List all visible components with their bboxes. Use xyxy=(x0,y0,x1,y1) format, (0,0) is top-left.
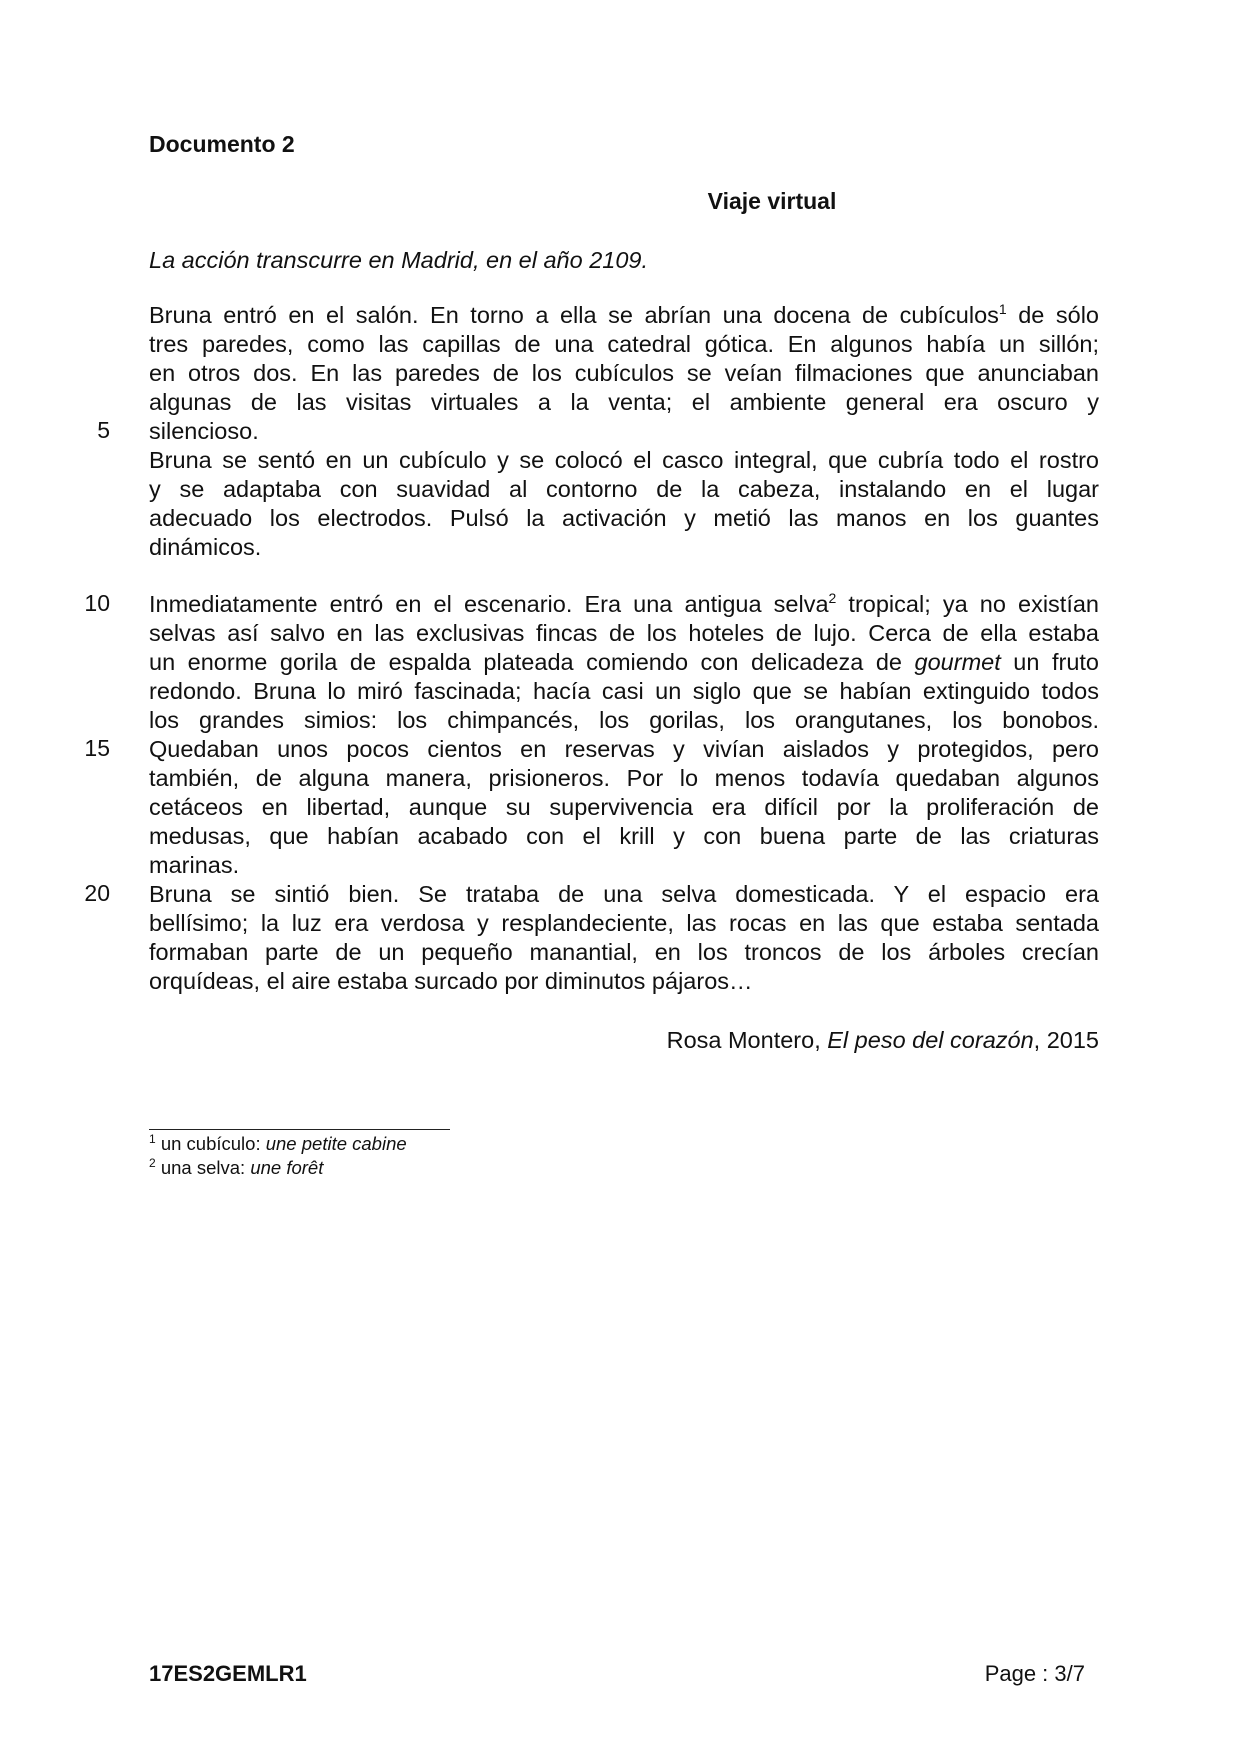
footnote-ref: 2 xyxy=(828,590,837,606)
line-number-5: 5 xyxy=(97,417,110,443)
text-line: silencioso. xyxy=(149,418,259,444)
text-line: medusas, que habían acabado con el krill y con buena parte de las criaturas xyxy=(149,823,1099,849)
text-line: y se adaptaba con suavidad al contorno de la cabeza, instalando en el lugar xyxy=(149,476,1099,502)
text-title-label: Viaje virtual xyxy=(707,188,837,214)
text-line: tres paredes, como las capillas de una catedral gótica. En algunos había un sillón; xyxy=(149,331,1099,357)
text-line: marinas. xyxy=(149,852,240,878)
text-line: adecuado los electrodos. Pulsó la activación y metió las manos en los guantes xyxy=(149,505,1099,531)
text-line: dinámicos. xyxy=(149,534,262,560)
text-line: redondo. Bruna lo miró fascinada; hacía casi un siglo que se habían extinguido todos xyxy=(149,678,1099,704)
text-title xyxy=(149,188,1099,215)
text-line: en otros dos. En las paredes de los cubículos se veían filmaciones que anunciaban xyxy=(149,360,1099,386)
text-line: cetáceos en libertad, aunque su supervivencia era difícil por la proliferación de xyxy=(149,794,1099,820)
text-line: también, de alguna manera, prisioneros. Por lo menos todavía quedaban algunos xyxy=(149,765,1099,791)
text-line: Bruna se sintió bien. Se trataba de una selva domesticada. Y el espacio era xyxy=(149,881,1099,907)
footnote-ref: 1 xyxy=(998,301,1007,317)
text-line: formaban parte de un pequeño manantial, en los troncos de los árboles crecían xyxy=(149,939,1099,965)
text-line: Bruna entró en el salón. En torno a ella se abrían una docena de cubículos$^1$ de sólo xyxy=(149,301,1100,328)
intro-line: La acción transcurre en Madrid, en el año 2109. xyxy=(149,247,649,273)
text-line: algunas de las visitas virtuales a la venta; el ambiente general era oscuro y xyxy=(149,389,1099,415)
text-line: un enorme gorila de espalda plateada comiendo con delicadeza de gourmet un fruto xyxy=(149,649,1099,675)
document-heading: Documento 2 xyxy=(149,131,295,157)
paragraph-2 xyxy=(149,590,1099,996)
text-line: orquídeas, el aire estaba surcado por diminutos pájaros… xyxy=(149,968,753,994)
line-number-20: 20 xyxy=(84,880,110,906)
footnote-divider xyxy=(149,1129,450,1130)
text-line: Inmediatamente entró en el escenario. Era una antigua selva$^2$ tropical; ya no existían xyxy=(149,590,1099,617)
exam-code: 17ES2GEMLR1 xyxy=(149,1661,307,1686)
work-title: El peso del corazón xyxy=(827,1027,1034,1053)
text-line: Quedaban unos pocos cientos en reservas y vivían aislados y protegidos, pero xyxy=(149,736,1099,762)
attribution: Rosa Montero, El peso del corazón, 2015 xyxy=(666,1027,1099,1053)
text-line: bellísimo; la luz era verdosa y resplandeciente, las rocas en las que estaba sentada xyxy=(149,910,1099,936)
footnote-2: $^2$ una selva: une forêt xyxy=(149,1156,324,1178)
paragraph-1 xyxy=(149,301,1099,562)
text-line: Bruna se sentó en un cubículo y se colocó el casco integral, que cubría todo el rostro xyxy=(149,447,1099,473)
footnote-1: $^1$ un cubículo: une petite cabine xyxy=(149,1132,407,1154)
text-line: los grandes simios: los chimpancés, los gorilas, los orangutanes, los bonobos. xyxy=(149,707,1099,733)
line-number-15: 15 xyxy=(84,735,110,761)
line-number-10: 10 xyxy=(84,590,110,616)
text-line: selvas así salvo en las exclusivas fincas de los hoteles de lujo. Cerca de ella estaba xyxy=(149,620,1099,646)
page-number: Page : 3/7 xyxy=(984,1661,1085,1686)
